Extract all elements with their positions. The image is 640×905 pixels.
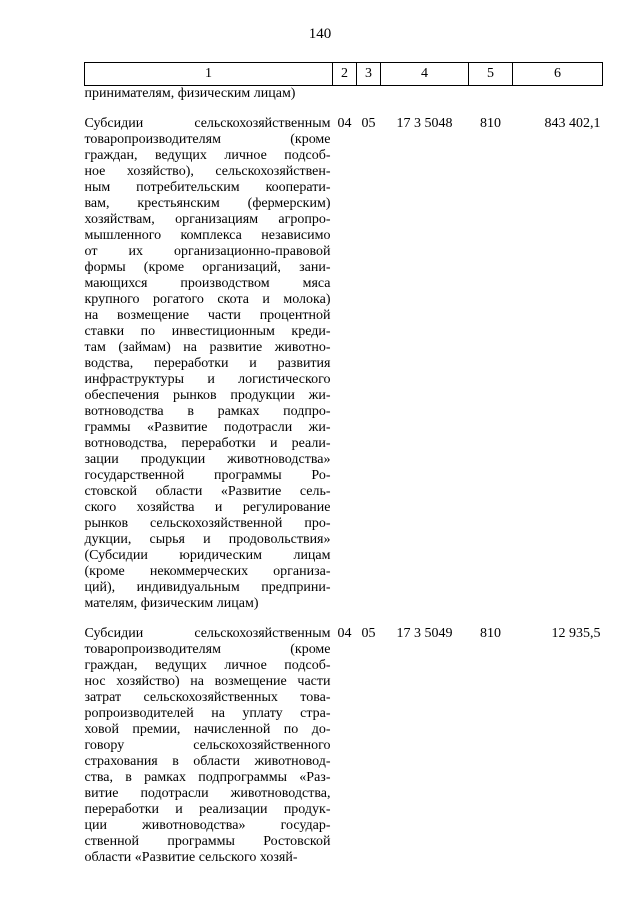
header-col-1: 1 — [85, 63, 333, 86]
description-line: граммы «Развитие подотрасли жи- — [84, 420, 331, 435]
description-line: Субсидии сельскохозяйственным — [84, 626, 331, 641]
description-line: мышленного комплекса независимо — [84, 228, 331, 243]
description-line: ным потребительским кооперати- — [84, 180, 331, 195]
row-amount: 12 935,5 — [551, 626, 601, 641]
description-line: ное хозяйство), сельскохозяйствен- — [84, 164, 331, 179]
description-line: вотноводства в рамках подпро- — [84, 404, 331, 419]
description-line: крупного рогатого скота и молока) — [84, 292, 331, 307]
description-line: затрат сельскохозяйственных това- — [84, 690, 331, 705]
row-csr: 17 3 5049 — [396, 626, 453, 641]
description-line: товаропроизводителям (кроме — [84, 132, 331, 147]
description-line: страхования в области животновод- — [84, 754, 331, 769]
description-line: от их организационно-правовой — [84, 244, 331, 259]
row-spacer — [85, 102, 603, 116]
description-line: ственной программы Ростовской — [84, 834, 331, 849]
description-line: мающихся производством мяса — [84, 276, 331, 291]
description-line: стовской области «Развитие сель- — [84, 484, 331, 499]
description-line: хозяйствам, организациям агропро- — [84, 212, 331, 227]
budget-table — [84, 62, 603, 866]
description-line: инфраструктуры и логистического — [84, 372, 331, 387]
description-line: обеспечения рынков продукции жи- — [84, 388, 331, 403]
page-number: 140 — [308, 26, 332, 42]
row-spacer — [85, 612, 603, 626]
description-line: на возмещение части процентной — [84, 308, 331, 323]
row-vr: 810 — [480, 626, 501, 641]
header-col-2: 2 — [333, 63, 357, 86]
description-line: Субсидии сельскохозяйственным — [84, 116, 331, 131]
description-line: зации продукции животноводства» — [84, 452, 331, 467]
description-line: вотноводства, переработки и реали- — [84, 436, 331, 451]
row-vr: 810 — [480, 116, 501, 131]
description-line: рынков сельскохозяйственной про- — [84, 516, 331, 531]
table-body — [85, 86, 603, 867]
description-line: ставки по инвестиционным креди- — [84, 324, 331, 339]
header-col-3: 3 — [357, 63, 381, 86]
description-line: (кроме некоммерческих организа- — [84, 564, 331, 579]
row-rz: 04 — [337, 116, 352, 131]
description-line: области «Развитие сельского хозяй- — [84, 850, 298, 865]
description-line: принимателям, физическим лицам) — [84, 86, 296, 101]
description-line: переработки и реализации продук- — [84, 802, 331, 817]
row-rz: 04 — [337, 626, 352, 641]
description-line: ства, в рамках подпрограммы «Раз- — [84, 770, 331, 785]
description-line: дукции, сырья и продовольствия» — [84, 532, 331, 547]
table-row — [85, 116, 603, 612]
row-csr: 17 3 5048 — [396, 116, 453, 131]
description-line: ций), индивидуальным предприни- — [84, 580, 331, 595]
description-line: ропроизводителей на уплату стра- — [84, 706, 331, 721]
header-col-5: 5 — [469, 63, 513, 86]
description-line: ского хозяйства и регулирование — [84, 500, 331, 515]
description-line: государственной программы Ро- — [84, 468, 331, 483]
description-line: ции животноводства» государ- — [84, 818, 331, 833]
row-pr: 05 — [361, 626, 376, 641]
row-pr: 05 — [361, 116, 376, 131]
table-header — [85, 63, 603, 86]
header-col-4: 4 — [381, 63, 469, 86]
description-line: граждан, ведущих личное подсоб- — [84, 658, 331, 673]
description-line: ховой премии, начисленной по до- — [84, 722, 331, 737]
continuation-description — [85, 86, 333, 103]
table-row — [85, 626, 603, 866]
row-description — [85, 626, 333, 866]
description-line: говору сельскохозяйственного — [84, 738, 331, 753]
description-line: (Субсидии юридическим лицам — [84, 548, 331, 563]
header-col-6: 6 — [513, 63, 603, 86]
description-line: витие подотрасли животноводства, — [84, 786, 331, 801]
description-line: граждан, ведущих личное подсоб- — [84, 148, 331, 163]
row-amount: 843 402,1 — [544, 116, 601, 131]
header-row — [85, 63, 603, 86]
description-line: нос хозяйство) на возмещение части — [84, 674, 331, 689]
description-line: там (займам) на развитие животно- — [84, 340, 331, 355]
row-description — [85, 116, 333, 612]
continuation-row — [85, 86, 603, 103]
description-line: формы (кроме организаций, зани- — [84, 260, 331, 275]
description-line: товаропроизводителям (кроме — [84, 642, 331, 657]
description-line: мателям, физическим лицам) — [84, 596, 259, 611]
description-line: вам, крестьянским (фермерским) — [84, 196, 331, 211]
description-line: водства, переработки и развития — [84, 356, 331, 371]
